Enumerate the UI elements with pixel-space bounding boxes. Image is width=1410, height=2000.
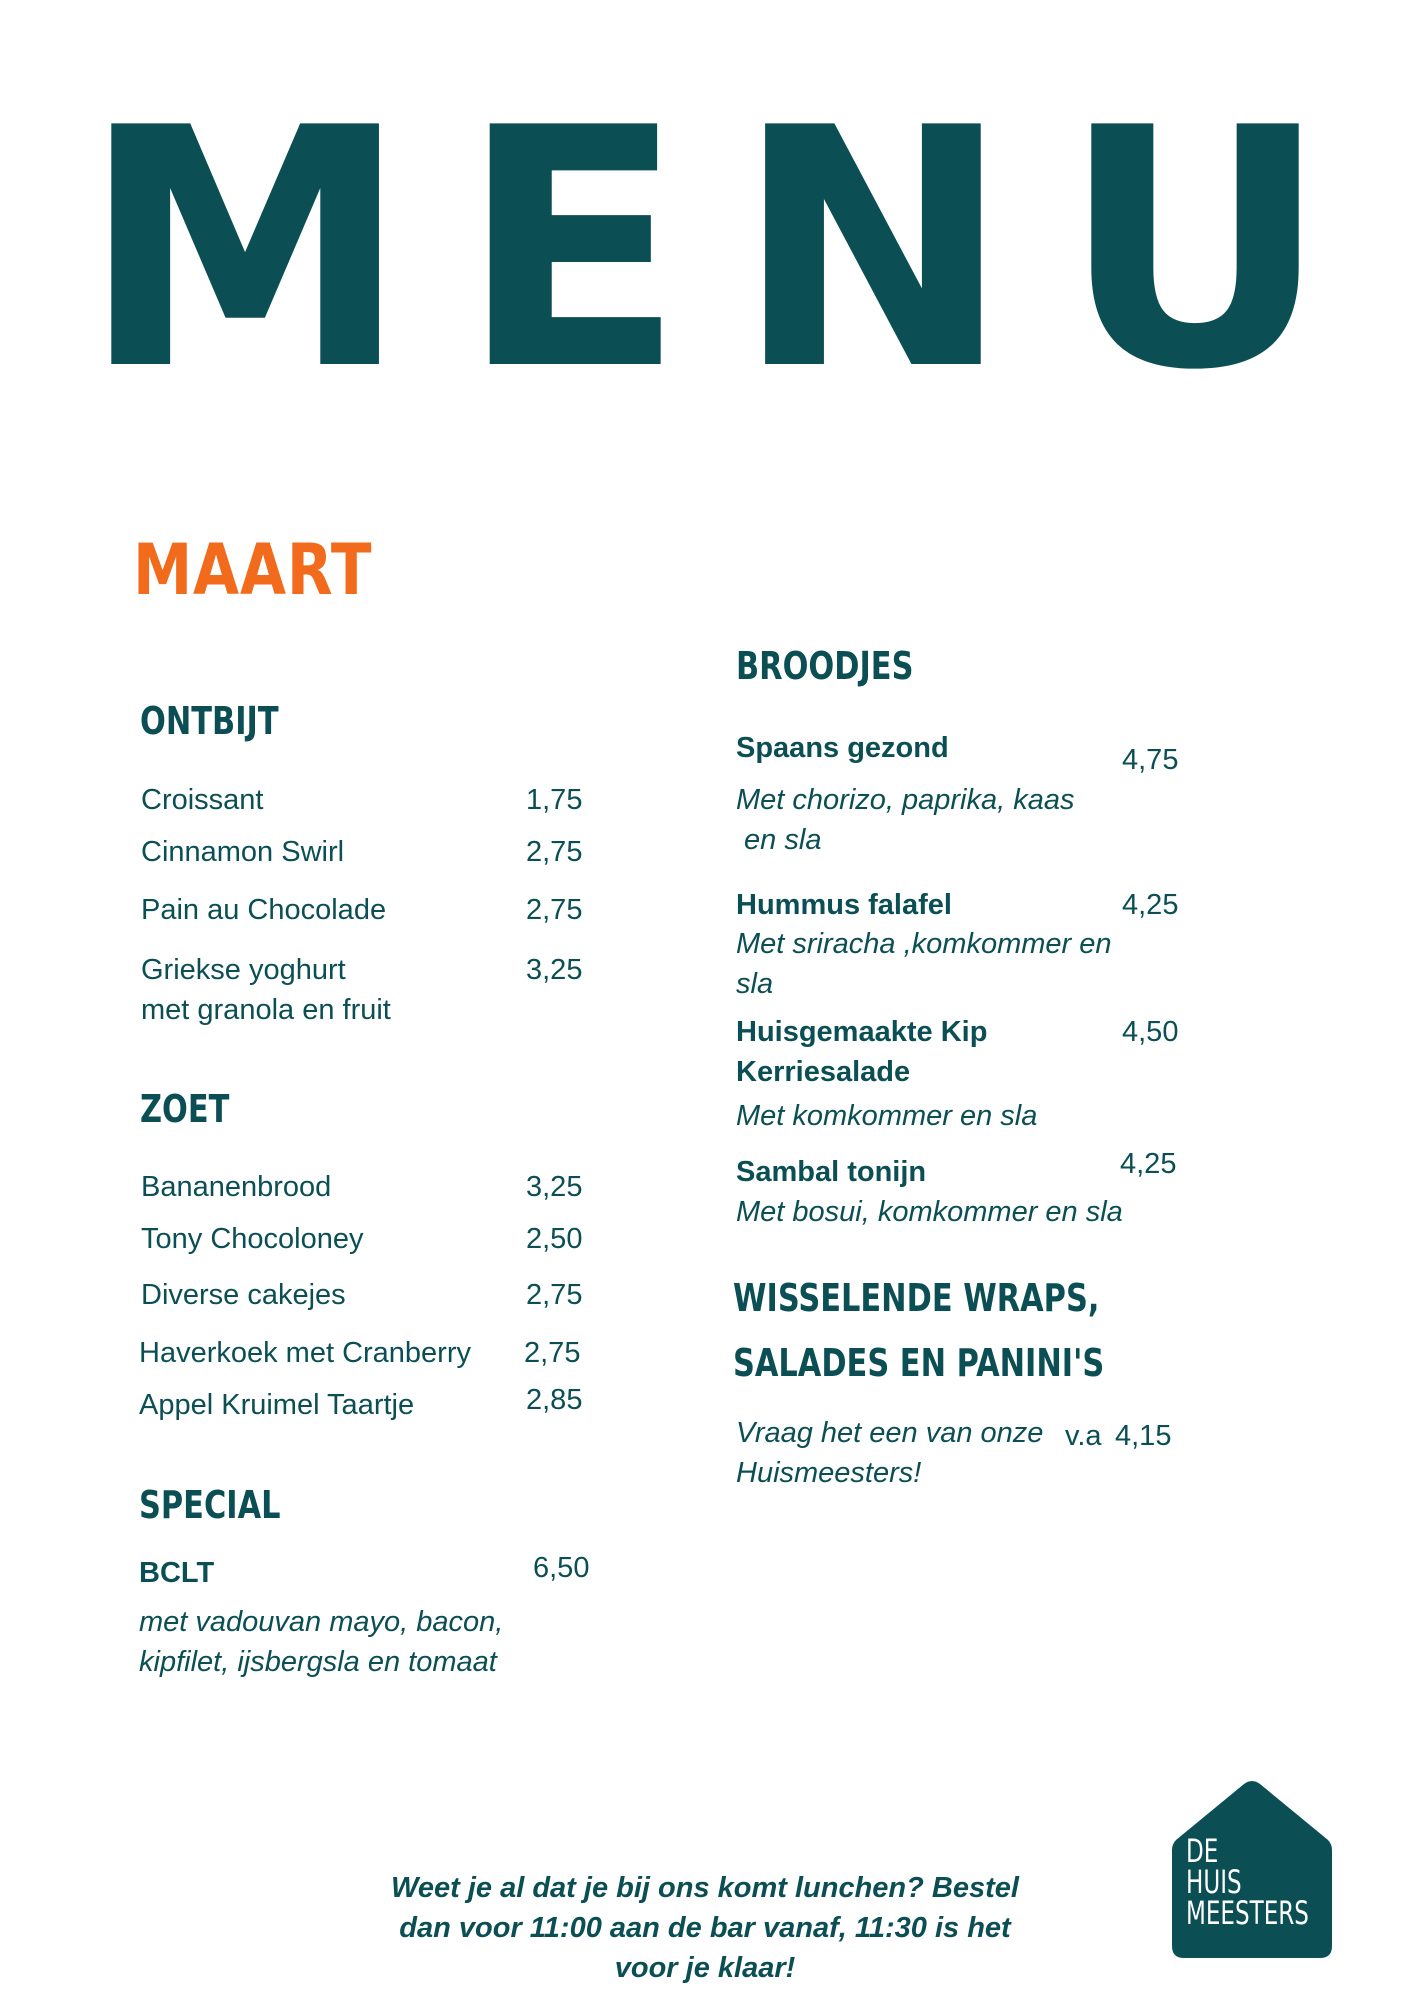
broodje-name: Huisgemaakte Kip — [736, 1016, 988, 1048]
menu-item-price: 2,75 — [526, 1279, 583, 1311]
menu-item-price: 2,85 — [526, 1384, 583, 1416]
menu-item-name-line2: met granola en fruit — [141, 994, 391, 1026]
broodje-price: 4,25 — [1120, 1148, 1177, 1180]
broodje-price: 4,75 — [1122, 744, 1179, 776]
section-heading-zoet: ZOET — [140, 1087, 230, 1131]
broodje-description-line2: en sla — [736, 824, 822, 856]
section-heading-ontbijt: ONTBIJT — [140, 699, 279, 743]
wraps-price-prefix: v.a — [1065, 1420, 1102, 1452]
special-item-description: met vadouvan mayo, bacon, — [139, 1606, 504, 1638]
menu-item-price: 3,25 — [526, 954, 583, 986]
footer-note — [330, 1868, 1080, 1988]
broodje-description: Met sriracha ,komkommer en — [736, 928, 1112, 960]
menu-title: MENU — [81, 58, 1379, 442]
broodje-price: 4,50 — [1122, 1016, 1179, 1048]
broodje-description-line2: sla — [736, 968, 774, 1000]
menu-item-price: 3,25 — [526, 1171, 583, 1203]
logo-text-line: DE — [1186, 1832, 1219, 1870]
wraps-description: Vraag het een van onze — [736, 1417, 1044, 1449]
menu-item-price: 2,75 — [526, 894, 583, 926]
menu-item-name: Diverse cakejes — [141, 1279, 346, 1311]
broodje-name: Sambal tonijn — [736, 1156, 927, 1188]
broodje-description: Met bosui, komkommer en sla — [736, 1196, 1123, 1228]
menu-item-name: Bananenbrood — [141, 1171, 332, 1203]
broodje-description: Met komkommer en sla — [736, 1100, 1038, 1132]
broodje-price: 4,25 — [1122, 889, 1179, 921]
month-heading: MAART — [133, 529, 373, 611]
menu-item-price: 1,75 — [526, 784, 583, 816]
menu-item-name: Pain au Chocolade — [141, 894, 387, 926]
menu-item-name: Haverkoek met Cranberry — [139, 1337, 471, 1369]
menu-item-price: 2,75 — [526, 836, 583, 868]
menu-item-price: 2,75 — [524, 1337, 581, 1369]
menu-item-price: 2,50 — [526, 1223, 583, 1255]
broodje-name: Spaans gezond — [736, 732, 949, 764]
menu-item-name: Griekse yoghurt — [141, 954, 346, 986]
footer-line: voor je klaar! — [614, 1952, 796, 1984]
logo-text-line: HUIS — [1186, 1863, 1242, 1901]
wraps-description-line2: Huismeesters! — [736, 1457, 922, 1489]
wraps-price: 4,15 — [1115, 1420, 1172, 1452]
broodje-description: Met chorizo, paprika, kaas — [736, 784, 1075, 816]
section-heading-wraps-line2: SALADES EN PANINI'S — [733, 1341, 1105, 1385]
de-huismeesters-logo — [1170, 1778, 1334, 1960]
special-item-description-line2: kipfilet, ijsbergsla en tomaat — [139, 1646, 497, 1678]
section-heading-broodjes: BROODJES — [736, 644, 914, 688]
section-heading-special: SPECIAL — [139, 1483, 281, 1527]
menu-item-name: Cinnamon Swirl — [141, 836, 345, 868]
menu-item-name: Appel Kruimel Taartje — [139, 1389, 415, 1421]
logo-text-line: MEESTERS — [1186, 1894, 1309, 1932]
footer-line: Weet je al dat je bij ons komt lunchen? Bestel — [391, 1872, 1019, 1904]
special-item-price: 6,50 — [533, 1552, 590, 1584]
menu-item-name: Croissant — [141, 784, 264, 816]
special-item-name: BCLT — [139, 1557, 215, 1589]
section-heading-wraps-line1: WISSELENDE WRAPS, — [733, 1276, 1100, 1320]
menu-item-name: Tony Chocoloney — [141, 1223, 364, 1255]
broodje-name-line2: Kerriesalade — [736, 1056, 911, 1088]
footer-line: dan voor 11:00 aan de bar vanaf, 11:30 is het — [399, 1912, 1011, 1944]
broodje-name: Hummus falafel — [736, 889, 952, 921]
